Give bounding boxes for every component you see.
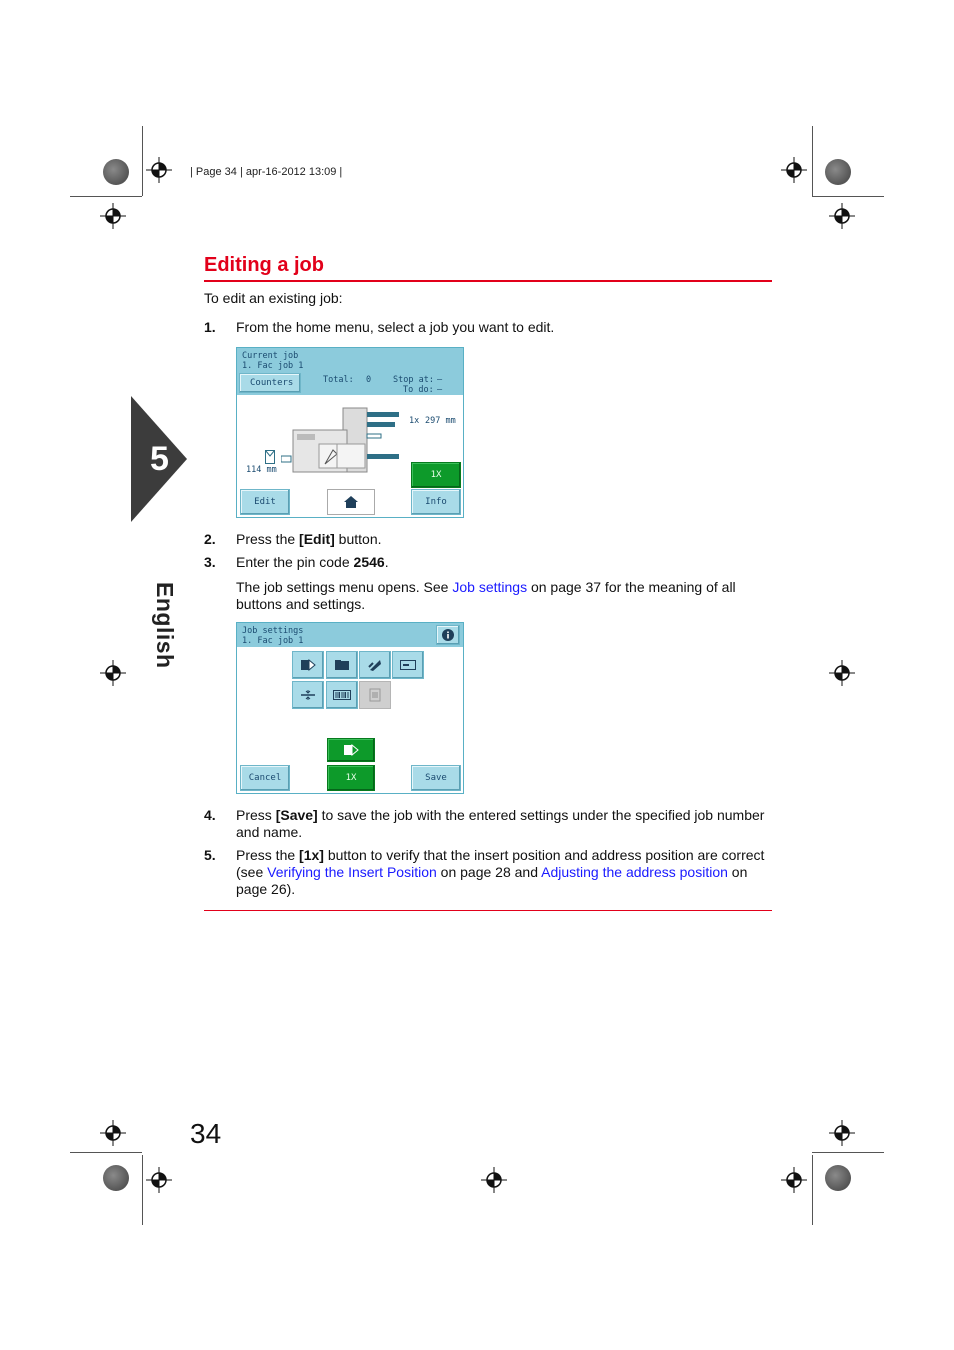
fold-icon (300, 689, 316, 701)
verify-insert-position-link[interactable]: Verifying the Insert Position (267, 864, 437, 880)
document-disabled-icon (369, 688, 381, 702)
insert-preview-button[interactable] (327, 738, 375, 762)
step-number: 3. (204, 554, 216, 570)
total-value: 0 (366, 375, 372, 385)
info-button[interactable] (436, 625, 460, 645)
job-settings-screen (236, 622, 464, 794)
step-text: Press the [1x] button to verify that the insert position and address position are correct (see Verifying the Insert Position on page 28 and Adjusting the address position on page 26). (236, 847, 765, 897)
step-number: 5. (204, 847, 216, 863)
step-note: The job settings menu opens. See Job settings on page 37 for the meaning of all buttons and settings. (236, 579, 736, 612)
grey-dot-mark (825, 159, 851, 185)
stop-at-value: – (437, 375, 443, 385)
info-icon (442, 629, 454, 641)
stop-at-label: Stop at: (393, 375, 434, 385)
crosshair-icon (829, 660, 855, 686)
to-do-label: To do: (403, 385, 434, 395)
crosshair-icon (100, 1120, 126, 1146)
crosshair-icon (100, 203, 126, 229)
step-text: Press [Save] to save the job with the entered settings under the specified job number and name. (236, 807, 765, 840)
edit-button[interactable]: Edit (240, 489, 290, 515)
total-label: Total: (323, 375, 354, 385)
step-number: 2. (204, 531, 216, 547)
document-in-icon (343, 744, 359, 756)
screen-title: Job settings (242, 626, 304, 636)
envelope-icon (265, 450, 275, 464)
crosshair-icon (781, 157, 807, 183)
disabled-settings-tile (359, 681, 391, 709)
insert-settings-tile[interactable] (292, 651, 324, 679)
chapter-number: 5 (150, 440, 169, 478)
crosshair-icon (781, 1167, 807, 1193)
page-number: 34 (190, 1118, 222, 1149)
info-button[interactable]: Info (411, 489, 461, 515)
doc-count: 1x (409, 416, 420, 426)
counters-button[interactable]: Counters (239, 373, 301, 393)
sealing-icon (367, 658, 383, 672)
home-button[interactable] (327, 489, 375, 515)
reading-settings-tile[interactable] (326, 681, 358, 709)
to-do-value: – (437, 385, 443, 395)
save-button[interactable]: Save (411, 765, 461, 791)
machine-illustration (281, 404, 411, 476)
doc-length: 297 mm (425, 416, 456, 426)
step-number: 1. (204, 319, 216, 335)
intro-text: To edit an existing job: (204, 290, 343, 306)
section-title: Editing a job (204, 254, 324, 276)
home-icon (343, 495, 359, 509)
envelope-width: 114 mm (246, 465, 277, 475)
job-name: 1. Fac job 1 (242, 361, 304, 371)
1x-button[interactable]: 1X (411, 462, 461, 488)
current-job-screen (236, 347, 464, 518)
address-window-icon (400, 660, 416, 670)
step-text: Enter the pin code 2546. (236, 554, 389, 570)
section-end-rule (204, 910, 772, 911)
screen-title: Current job (242, 351, 299, 361)
envelope-icon (334, 659, 350, 671)
crosshair-icon (481, 1167, 507, 1193)
address-settings-tile[interactable] (392, 651, 424, 679)
crosshair-icon (829, 1120, 855, 1146)
crosshair-icon (146, 157, 172, 183)
grey-dot-mark (103, 159, 129, 185)
step-number: 4. (204, 807, 216, 823)
document-in-icon (300, 659, 316, 671)
adjust-address-position-link[interactable]: Adjusting the address position (541, 864, 728, 880)
job-name: 1. Fac job 1 (242, 636, 304, 646)
fold-settings-tile[interactable] (292, 681, 324, 709)
envelope-settings-tile[interactable] (326, 651, 358, 679)
grey-dot-mark (103, 1165, 129, 1191)
1x-button[interactable]: 1X (327, 765, 375, 791)
language-label: English (152, 582, 178, 669)
cancel-button[interactable]: Cancel (240, 765, 290, 791)
barcode-icon (333, 690, 351, 700)
crosshair-icon (100, 660, 126, 686)
crosshair-icon (829, 203, 855, 229)
job-settings-link[interactable]: Job settings (452, 579, 528, 595)
seal-settings-tile[interactable] (359, 651, 391, 679)
grey-dot-mark (825, 1165, 851, 1191)
step-text: From the home menu, select a job you want to edit. (236, 319, 555, 335)
step-text: Press the [Edit] button. (236, 531, 382, 547)
title-rule (204, 280, 772, 282)
print-header: | Page 34 | apr-16-2012 13:09 | (190, 166, 343, 178)
crosshair-icon (146, 1167, 172, 1193)
